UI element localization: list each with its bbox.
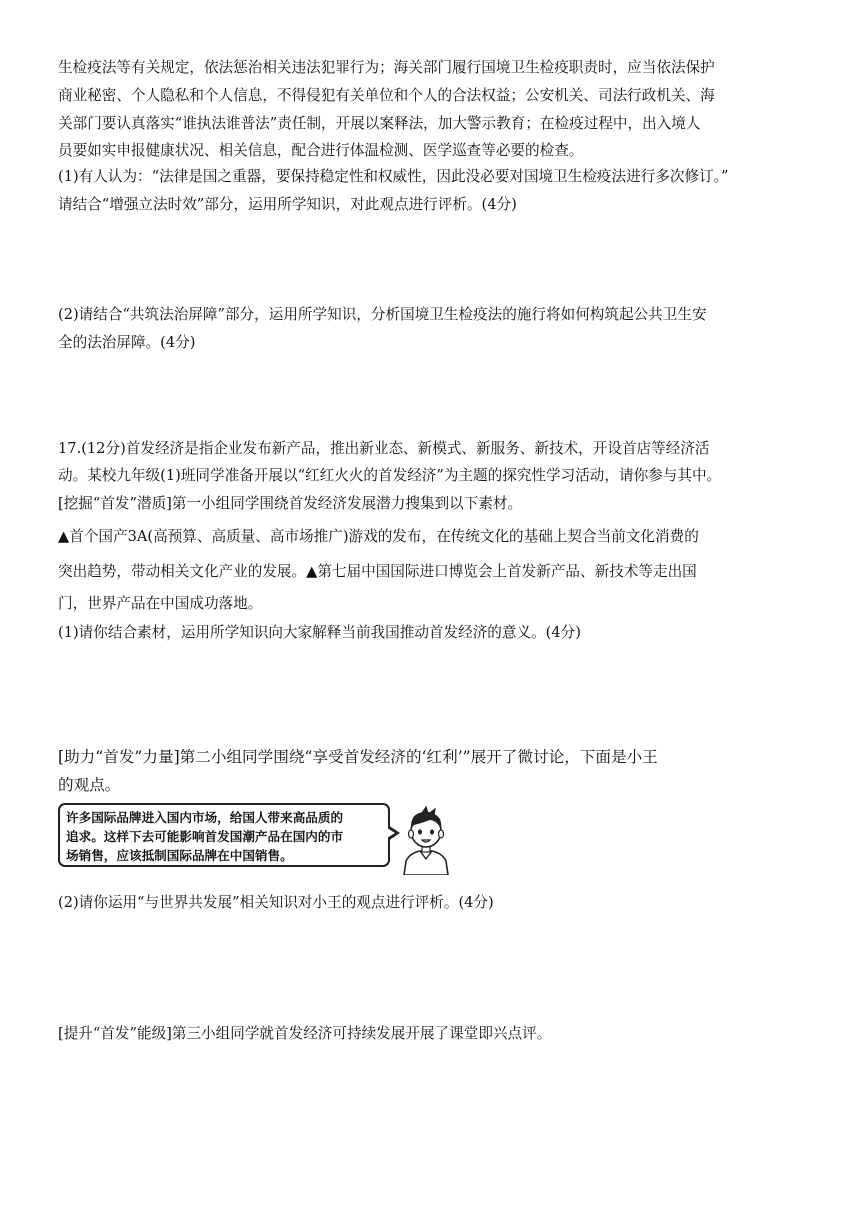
speech-bubble-figure [58,803,458,875]
section-heading-2: [助力“首发”力量]第二小组同学围绕“享受首发经济的‘红利’”展开了微讨论，下面是小王 [58,748,658,766]
speech-bubble [58,803,390,867]
text-line: 全的法治屏障。(4分) [58,334,196,351]
text-line: 生检疫法等有关规定，依法惩治相关违法犯罪行为；海关部门履行国境卫生检疫职责时，应当依法保护 [58,59,715,76]
section-heading-3: [提升“首发”能级]第三小组同学就首发经济可持续发展开展了课堂即兴点评。 [58,1025,552,1042]
text-line: 的观点。 [58,776,121,794]
question-17-1: (1)请你结合素材，运用所学知识向大家解释当前我国推动首发经济的意义。(4分) [58,624,581,641]
text-line: ▲首个国产3A(高预算、高质量、高市场推广)游戏的发布，在传统文化的基础上契合当前文化消费的 [58,528,699,545]
bubble-line: 许多国际品牌进入国内市场，给国人带来高品质的 [66,810,344,825]
question-16-1: (1)有人认为：“法律是国之重器，要保持稳定性和权威性，因此没必要对国境卫生检疫法进行多次修订。” [58,168,729,185]
text-line: 突出趋势，带动相关文化产业的发展。▲第七届中国国际进口博览会上首发新产品、新技术等走出国 [58,563,697,580]
bubble-line: 追求。这样下去可能影响首发国潮产品在国内的市 [66,829,344,844]
boy-icon [398,803,454,875]
text-line: 商业秘密、个人隐私和个人信息，不得侵犯有关单位和个人的合法权益；公安机关、司法行政机关、海 [58,87,715,104]
question-16-2: (2)请结合“共筑法治屏障”部分，运用所学知识，分析国境卫生检疫法的施行将如何构筑起公共卫生安 [58,306,707,323]
bubble-tail-inner [387,828,395,838]
bubble-line: 场销售，应该抵制国际品牌在中国销售。 [66,848,293,863]
text-line: 请结合“增强立法时效”部分，运用所学知识，对此观点进行评析。(4分) [58,196,517,213]
text-line: 员要如实申报健康状况、相关信息，配合进行体温检测、医学巡查等必要的检查。 [58,142,584,159]
question-17-stem: 17.(12分)首发经济是指企业发布新产品，推出新业态、新模式、新服务、新技术，开设首店等经济活 [58,440,710,457]
text-line: 关部门要认真落实“谁执法谁普法”责任制，开展以案释法，加大警示教育；在检疫过程中，出入境人 [58,115,701,132]
section-heading-1: [挖掘“首发”潜质]第一小组同学围绕首发经济发展潜力搜集到以下素材。 [58,495,523,512]
text-line: 动。某校九年级(1)班同学准备开展以“红红火火的首发经济”为主题的探究性学习活动，请你参与其中。 [58,467,722,484]
question-17-2: (2)请你运用“与世界共发展”相关知识对小王的观点进行评析。(4分) [58,894,494,911]
text-line: 门，世界产品在中国成功落地。 [58,595,263,612]
